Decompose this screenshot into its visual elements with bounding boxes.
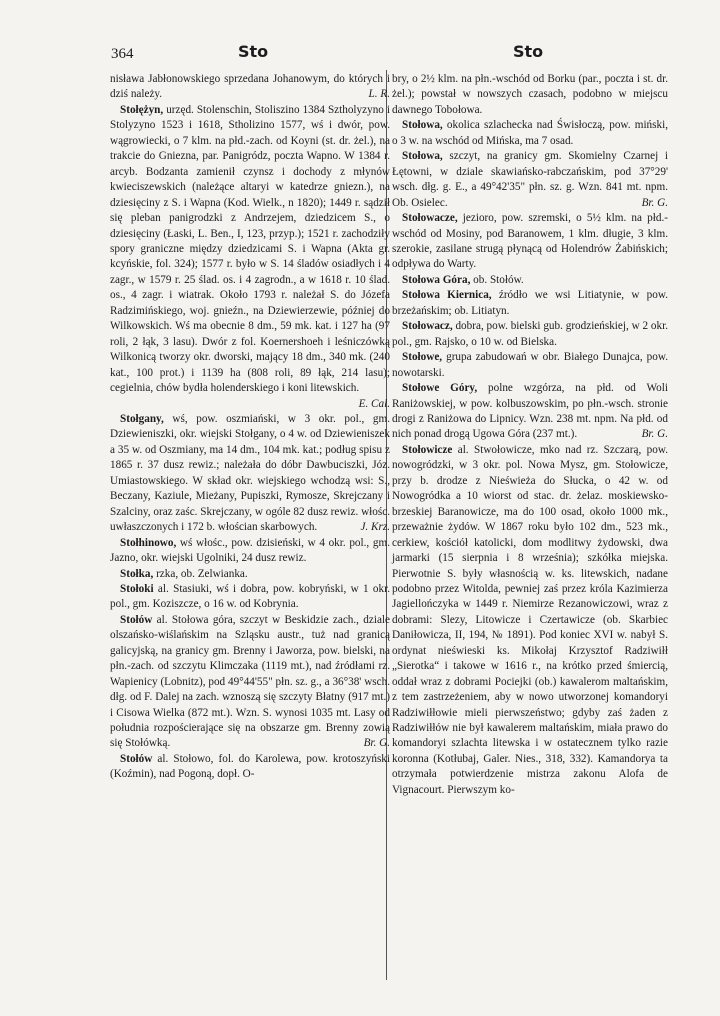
entry-headword: Stołowacze,	[402, 212, 458, 225]
entry-text: grupa zabudowań w obr. Białego Dunajca, pow. nowotarski.	[392, 351, 668, 379]
entry-signature: Br. G.	[363, 737, 390, 750]
dictionary-entry	[110, 72, 390, 103]
dictionary-entry	[392, 443, 668, 798]
entry-text: dobra, pow. bielski gub. grodzieńskiej, w 2 okr. pol., gm. Rajsko, o 10 w. od Bielska.	[392, 320, 668, 348]
page-header	[0, 42, 720, 66]
entry-headword: Stołowa Góra,	[402, 273, 471, 286]
dictionary-entry	[392, 319, 668, 350]
entry-headword: Stołhinowo,	[120, 536, 177, 549]
entry-text: polne wzgórza, na płd. od Woli Raniżowskiej, w pow. kolbuszowskim, po płn.-wsch. stronie drogi z Raniżowa do Lipnicy. Wzn. 238 mt. npm. Na płd. od nich ponad drogą Ugowa Góra (237 mt.).	[392, 382, 668, 441]
entry-text: wś, pow. oszmiański, w 3 okr. pol., gm. Dziewieniszki, okr. wiejski Stołgany, o 4 w. od Dziewieniszek a 35 w. od Oszmiany, ma 14 dm., 104 mk. kat.; podług spisu z 1865 r. 37 dusz rewiz.; należała do dóbr Dawbuciszki, Józ. Umiastowskiego. W skład okr. wiejskiego wchodzą wsi: S., Beczany, Kaziule, Mieżany, Pupiszki, Rymosze, Skrejczany i Szalciny, oraz zaśc. Skrejczany, w ogóle 82 dusz rewiz. włośc. uwłaszczonych i 172 b. włościan skarbowych.	[110, 412, 390, 534]
dictionary-entry	[110, 582, 390, 613]
entry-text: bry, o 2½ klm. na płn.-wschód od Borku (par., poczta i st. dr. żel.); powstał w nowszych czasach, podobno w miejscu dawnego Tobołowa.	[392, 73, 668, 116]
entry-headword: Stołowa,	[402, 119, 443, 132]
dictionary-entry	[392, 288, 668, 319]
entry-text: al. Stołowo, fol. do Karolewa, pow. krotoszyński (Koźmin), nad Pogoną, dopł. O-	[110, 752, 390, 781]
dictionary-entry	[392, 350, 668, 381]
entry-text: ob. Stołów.	[470, 273, 524, 286]
entry-signature: L. R.	[368, 88, 390, 101]
entry-headword: Stołów	[120, 613, 153, 626]
dictionary-entry	[110, 536, 390, 567]
entry-text: jezioro, pow. szremski, o 5½ klm. na płd.-wschód od Mosiny, pod Baranowem, 1 klm. długie, 3 klm. szerokie, zasilane strugą płynącą od Holendrów Żabińskich; odpływa do Warty.	[392, 212, 668, 271]
entry-text: al. Stwołowicze, mko nad rz. Szczarą, pow. nowogródzki, w 3 okr. pol. Nowa Mysz, gm. Stołowicze, przy b. drodze z Nieświeża do Słucka, o 42 w. od Nowogródka a 10 wiorst od stac. dr. żelaz. moskiewsko-brzeskiej Baranowicze, ma do 100 osad, około 1000 mk., przeważnie żydów. W 1867 roku było 102 dm., 523 mk., cerkiew, kościół katolicki, dom modlitwy żydowski, dwa jarmarki (15 sierpnia i 8 września); szkółka miejska. Pierwotnie S. były własnością w. ks. litewskich, nadane podobno przez Witolda, pewniej zaś przez króla Kazimierza Jagiellończyka w 1449 r. Niemirze Rezanowiczowi, wraz z dobrami: Slezy, Litowicze i Czertawicze (ob. Skarbiec Daniłowicza, II, 194, № 1891). Pod koniec XVI w. nabył S. ordynat nieświeski ks. Mikołaj Krzysztof Radziwiłł „Sierotka“ i takowe w 1616 r., na krótko przed śmiercią, oddał wraz z dobrami Pociejki (ob.) kawalerom maltańskim, z tem zastrzeżeniem, aby w nowo utworzonej komandoryi Radziwiłłowie mieli pierwszeństwo; gdyby zaś żaden z Radziwiłłów nie był kawalerem maltańskim, miała prawo do komandoryi szlachta litewska i w ostatecznem tylko razie koronna (Kotłubaj, Galer. Nies., 318, 332). Kamandorya ta otrzymała potwierdzenie mistrza zakonu Alofa de Vignacourt. Pierwszym ko-	[392, 443, 668, 796]
entry-text: okolica szlachecka nad Świsłoczą, pow. miński, o 3 w. na wschód od Mińska, ma 7 osad.	[392, 119, 668, 147]
dictionary-entry	[392, 118, 668, 149]
entry-headword: Stołów	[120, 752, 153, 765]
entry-text: źródło we wsi Litiatynie, w pow. brzeżańskim; ob. Litiatyn.	[392, 289, 668, 317]
right-column	[392, 72, 668, 798]
entry-headword: Stołowa,	[402, 150, 443, 163]
entry-headword: Stołowacz,	[402, 320, 453, 333]
dictionary-entry	[392, 273, 668, 288]
entry-signature: Br. G.	[641, 428, 668, 441]
entry-text: wś włośc., pow. dzisieński, w 4 okr. pol., gm. Jazno, okr. wiejski Ugolniki, 24 dusz rewiz.	[110, 536, 390, 565]
entry-headword: Stołgany,	[120, 412, 164, 425]
dictionary-entry	[392, 72, 668, 118]
entry-text: al. Stasiuki, wś i dobra, pow. kobryński, w 1 okr. pol., gm. Koziszcze, o 16 w. od Kobrynia.	[110, 582, 390, 611]
left-column	[110, 72, 390, 783]
dictionary-entry	[392, 211, 668, 273]
entry-text: szczyt, na granicy gm. Skomielny Czarnej i Łętowni, w dziale skawiańsko-rabczańskim, pod 37°29' wsch. dłg. g. E., a 49°42'35" płn. sz. g. Wzn. 841 mt. npm. Ob. Osielec.	[392, 150, 668, 209]
dictionary-entry	[110, 752, 390, 783]
page-number: 364	[111, 46, 134, 62]
entry-headword: Stołka,	[120, 567, 154, 580]
dictionary-entry	[110, 103, 390, 412]
entry-headword: Stołowa Kiernica,	[402, 289, 492, 302]
entry-headword: Stołoki	[120, 582, 154, 595]
entry-text: al. Stołowa góra, szczyt w Beskidzie zach., dziale olszańsko-wiślańskim na Szląsku austr., tuż nad granicą galicyjską, na granicy gm. Brenny i Jaworza, pow. bielski, na płn.-zach. od szczytu Klimczaka (1119 mt.), nad źródłami rz. Wapienicy (Lobnitz), pod 49°44'55" płn. sz. g., a 36°38' wsch. dłg. od F. Dalej na zach. wznoszą się szczyty Błatny (917 mt.) i Cisowa Wielka (872 mt.). Wzn. S. wynosi 1035 mt. Lasy od południa rozpościerające się na obszarze gm. Brenny zowią się Stołówką.	[110, 613, 390, 750]
entry-headword: Stołężyn,	[120, 103, 164, 116]
entry-text: urzęd. Stolenschin, Stoliszino 1384 Sztholyzyno i Stolyzyno 1523 i 1618, Stholizino 1577, wś i dwór, pow. wągrowiecki, o 7 klm. na płd.-zach. od Koyni (st. dr. żel.), na trakcie do Gniezna, par. Panigródz, poczta Wapno. W 1384 r. arcyb. Bodzanta zamienił czynsz i dochody z młynów kwieciszewskich (należące altaryi w katedrze gniezn.), na dziesięciny z S. i Wapna (Kod. Wielk., n 1820); 1449 r. sądził się pleban panigrodzki z Andrzejem, dziedzicem S., o dziesięciny (Łaski, L. Ben., I, 123, przyp.); 1521 r. zachodziły spory graniczne między dziedzicami S. i Wapna (Akta gr. kcyńskie, fol. 324); 1577 r. było w S. 14 śladów osiadłych i 4 zagr., w 1579 r. 25 ślad. os. i 4 zagrodn., a w 1618 r. 10 ślad. os., 4 zagr. i wiatrak. Około 1793 r. należał S. do Józefa Radzimińskiego, woj. gnieźn., na Dziewierzewie, później do Wilkowskich. Wś ma obecnie 8 dm., 59 mk. kat. i 127 ha (97 roli, 2 łąk, 3 lasu). Dwór z fol. Koernershoeh i leśniczówką Wilkonicą tworzy okr. dworski, mający 18 dm., 340 mk. (240 kat., 100 prot.) i 1139 ha (808 roli, 89 łąk, 214 lasu); cegielnia, chów bydła holenderskiego i koni litewskich.	[110, 103, 390, 395]
entry-signature: J. Krz.	[360, 521, 390, 534]
entry-text: rzka, ob. Zelwianka.	[153, 567, 248, 580]
dictionary-entry	[392, 381, 668, 443]
entry-headword: Stołowe,	[402, 351, 443, 364]
entry-headword: Stołowe Góry,	[402, 382, 478, 395]
entry-signature: E. Cal.	[358, 397, 390, 410]
entry-text: nisława Jabłonowskiego sprzedana Johanowym, do których i dziś należy.	[110, 73, 390, 101]
dictionary-entry	[110, 613, 390, 752]
entry-signature: Br. G.	[641, 196, 668, 209]
dictionary-entry	[110, 567, 390, 582]
running-head-left: Sto	[238, 42, 269, 61]
running-head-right: Sto	[513, 42, 544, 61]
dictionary-entry	[110, 412, 390, 536]
entry-headword: Stołowicze	[402, 443, 453, 456]
dictionary-entry	[392, 149, 668, 211]
